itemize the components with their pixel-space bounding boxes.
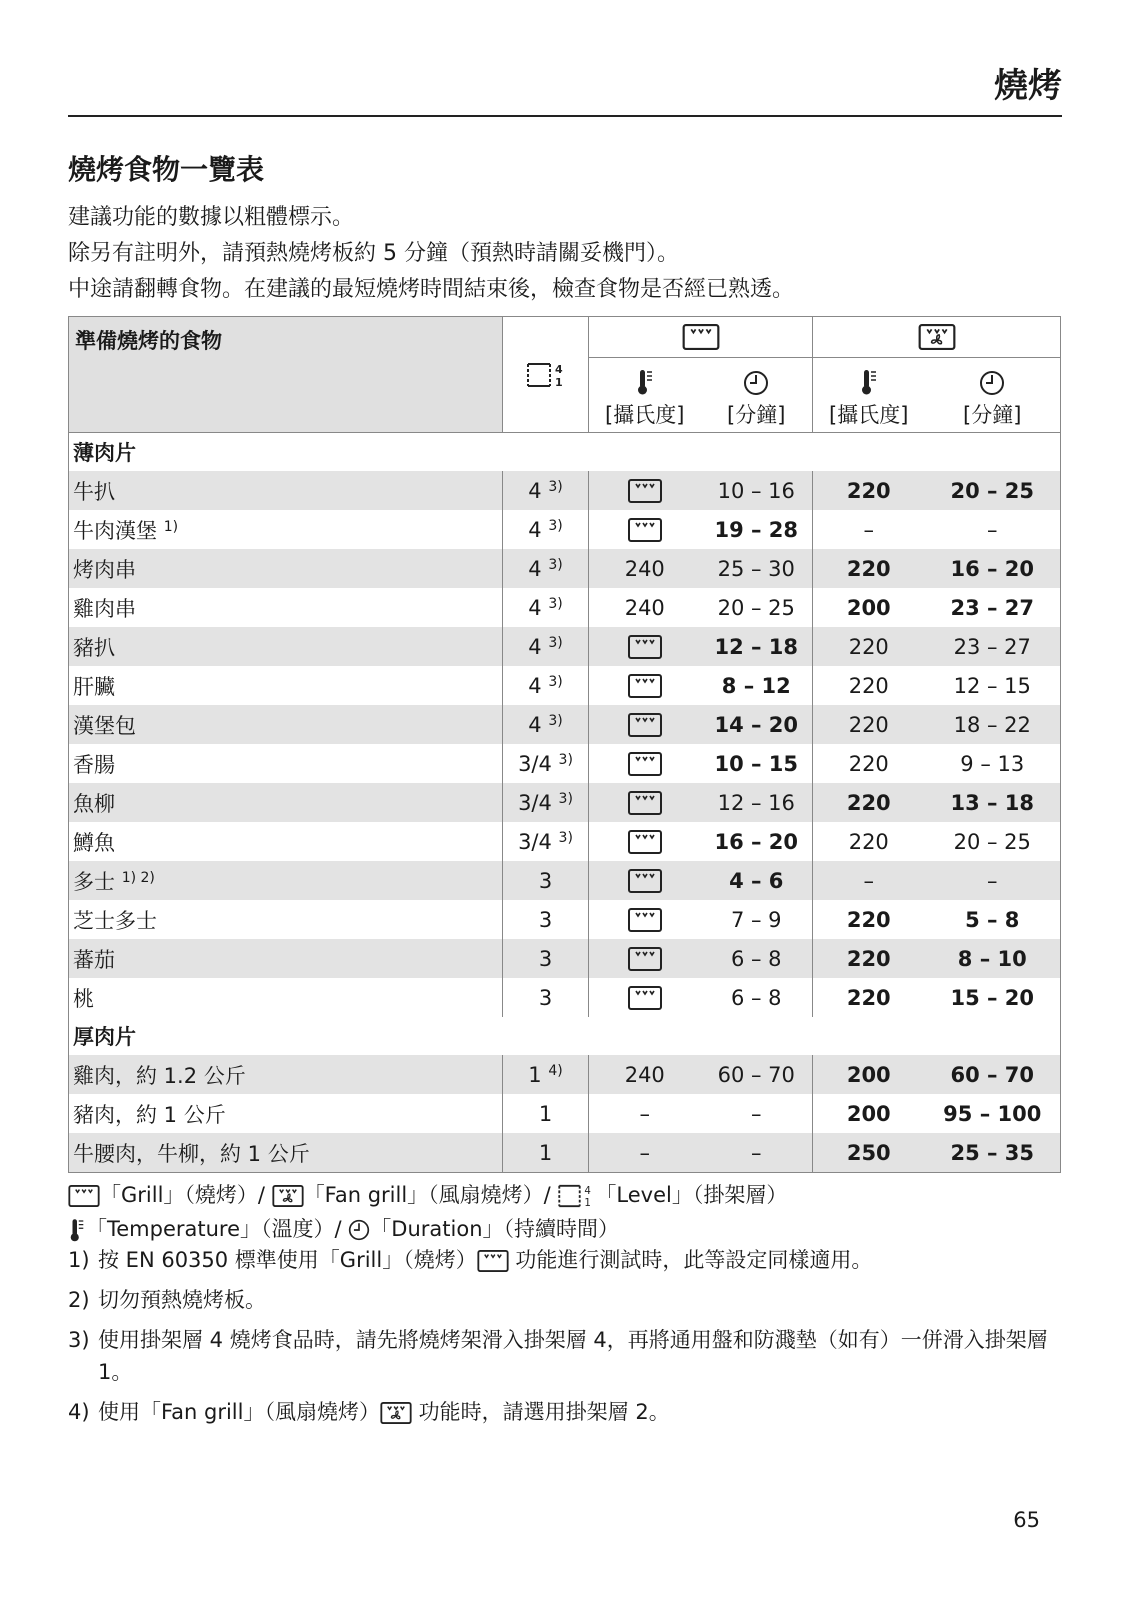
food-cell xyxy=(69,939,503,978)
table-row xyxy=(69,783,1061,822)
food-cell xyxy=(69,627,503,666)
food-cell xyxy=(69,1094,503,1133)
fan-duration-cell: 60 – 70 xyxy=(925,1055,1061,1094)
grill-temp-cell xyxy=(589,666,701,705)
fan-temp-cell: 220 xyxy=(813,471,925,510)
fan-grill-group-header xyxy=(813,317,1061,358)
grill-temp-cell xyxy=(589,861,701,900)
grill-duration-cell: – xyxy=(701,1133,813,1173)
shelf-level-icon xyxy=(557,1183,595,1209)
grill-temp-unit: [攝氏度] xyxy=(589,396,701,433)
level-cell xyxy=(503,861,589,900)
intro-line: 除另有註明外，請預熱燒烤板約 5 分鐘（預熱時請關妥機門）。 xyxy=(68,241,679,266)
grill-icon xyxy=(628,986,662,1010)
fan-temp-cell: 220 xyxy=(848,829,889,854)
grill-temp-cell: 240 xyxy=(589,1055,701,1094)
table-row xyxy=(69,978,1061,1017)
cell-text: 多士 xyxy=(73,869,115,894)
page-header-title: 燒烤 xyxy=(994,66,1062,106)
intro-line: 建議功能的數據以粗體標示。 xyxy=(68,205,355,230)
fan-duration-cell: 23 – 27 xyxy=(925,627,1061,666)
cell-text: 4 xyxy=(528,556,542,581)
cell-text: 鱒魚 xyxy=(73,830,115,855)
cell-text: 3 xyxy=(538,868,553,893)
fan-grill-icon xyxy=(272,1185,304,1207)
intro-text xyxy=(68,200,794,308)
clock-icon xyxy=(743,370,769,396)
grill-duration-cell: – xyxy=(701,1094,813,1133)
food-column-header: 準備燒烤的食物 xyxy=(69,317,503,433)
fan-duration-cell: 95 – 100 xyxy=(925,1094,1061,1133)
grill-icon xyxy=(628,635,662,659)
cell-text: 魚柳 xyxy=(73,791,115,816)
thermometer-icon xyxy=(68,1217,86,1243)
table-row xyxy=(69,588,1061,627)
table-body xyxy=(69,433,1061,1173)
fan-duration-cell: 15 – 20 xyxy=(925,978,1061,1017)
footnote-ref: 1) 2) xyxy=(121,869,155,886)
intro-line: 中途請翻轉食物。在建議的最短燒烤時間結束後，檢查食物是否經已熟透。 xyxy=(68,277,795,302)
fan-temp-cell: 220 xyxy=(848,673,889,698)
grill-icon xyxy=(628,752,662,776)
grilling-chart-table xyxy=(68,316,1061,1173)
fan-temp-cell: 220 xyxy=(813,549,925,588)
footnote-ref: 3) xyxy=(548,595,563,612)
grill-duration-cell: 12 – 16 xyxy=(701,783,813,822)
level-cell xyxy=(503,471,589,510)
grill-temp-cell xyxy=(589,744,701,783)
grill-icon xyxy=(628,518,662,542)
footnote xyxy=(68,1396,1058,1428)
fan-duration-cell: 20 – 25 xyxy=(925,822,1061,861)
cell-text: 3 xyxy=(538,946,553,971)
grill-duration-cell: 20 – 25 xyxy=(701,588,813,627)
level-cell xyxy=(503,705,589,744)
grill-temp-cell xyxy=(589,783,701,822)
grill-duration-cell: 14 – 20 xyxy=(701,705,813,744)
footnote-ref: 3) xyxy=(548,712,563,729)
legend-grill-text: 「Grill」（燒烤）/ xyxy=(100,1183,265,1207)
grill-duration-cell: 4 – 6 xyxy=(701,861,813,900)
cell-text: 4 xyxy=(528,595,542,620)
table-row xyxy=(69,1055,1061,1094)
grill-temp-cell xyxy=(589,627,701,666)
grill-duration-cell: 10 – 16 xyxy=(701,471,813,510)
section-title: 燒烤食物一覽表 xyxy=(68,153,265,186)
grill-icon xyxy=(628,674,662,698)
fan-duration-cell: 5 – 8 xyxy=(925,900,1061,939)
cell-text: 牛肉漢堡 xyxy=(73,518,157,543)
fan-duration-cell: 25 – 35 xyxy=(925,1133,1061,1173)
cell-text: 4 xyxy=(528,673,542,698)
grill-duration-cell: 7 – 9 xyxy=(701,900,813,939)
fan-temp-header xyxy=(813,358,925,397)
level-cell xyxy=(503,1055,589,1094)
fan-duration-cell: 23 – 27 xyxy=(925,588,1061,627)
cell-text: 1 xyxy=(528,1062,542,1087)
cell-text: 3/4 xyxy=(518,829,552,854)
grill-group-header xyxy=(589,317,813,358)
food-cell xyxy=(69,471,503,510)
fan-duration-cell: 16 – 20 xyxy=(925,549,1061,588)
clock-icon xyxy=(979,370,1005,396)
food-cell xyxy=(69,900,503,939)
level-cell xyxy=(503,939,589,978)
cell-text: 桃 xyxy=(73,986,94,1011)
fan-duration-cell: 18 – 22 xyxy=(925,705,1061,744)
cell-text: 1 xyxy=(538,1140,553,1165)
grill-duration-header xyxy=(701,358,813,397)
footnote-number: 4) xyxy=(68,1400,90,1424)
footnote-text-part: 功能時，請選用掛架層 2。 xyxy=(411,1400,670,1424)
grill-icon xyxy=(682,324,720,350)
fan-temp-cell: 200 xyxy=(846,595,891,620)
table-row xyxy=(69,705,1061,744)
grill-icon xyxy=(628,947,662,971)
fan-temp-cell: – xyxy=(863,517,874,542)
footnote-text xyxy=(98,1244,1058,1276)
footnote-text-part: 使用「Fan grill」（風扇燒烤） xyxy=(98,1400,380,1424)
footnote xyxy=(68,1324,1058,1388)
food-cell xyxy=(69,822,503,861)
table-row xyxy=(69,1094,1061,1133)
food-cell xyxy=(69,744,503,783)
cell-text: 4 xyxy=(528,478,542,503)
cell-text: 牛扒 xyxy=(73,479,115,504)
fan-temp-cell: 250 xyxy=(813,1133,925,1173)
table-row xyxy=(69,666,1061,705)
grill-icon xyxy=(628,908,662,932)
cell-text: 漢堡包 xyxy=(73,713,136,738)
table-row xyxy=(69,744,1061,783)
food-cell xyxy=(69,666,503,705)
level-cell xyxy=(503,549,589,588)
footnote-ref: 3) xyxy=(548,517,563,534)
legend-line-1 xyxy=(68,1178,787,1212)
grill-duration-cell: 6 – 8 xyxy=(701,939,813,978)
cell-text: 豬肉，約 1 公斤 xyxy=(73,1102,226,1127)
grill-temp-cell xyxy=(589,705,701,744)
fan-temp-cell: 220 xyxy=(813,939,925,978)
table-row xyxy=(69,900,1061,939)
cell-text: 4 xyxy=(528,517,542,542)
clock-icon xyxy=(348,1219,370,1241)
fan-duration-cell: 8 – 10 xyxy=(925,939,1061,978)
page-number: 65 xyxy=(1013,1508,1040,1532)
grill-temp-cell xyxy=(589,900,701,939)
section-heading: 薄肉片 xyxy=(69,433,1061,472)
footnote-ref: 3) xyxy=(558,790,573,807)
cell-text: 4 xyxy=(528,634,542,659)
footnote-text-part: 切勿預熱燒烤板。 xyxy=(98,1288,266,1312)
fan-temp-cell: 220 xyxy=(846,985,891,1010)
table-row xyxy=(69,1133,1061,1173)
food-cell xyxy=(69,1055,503,1094)
header-divider xyxy=(68,115,1062,117)
grill-icon xyxy=(628,869,662,893)
grill-temp-cell: 240 xyxy=(624,595,665,620)
legend-level-text: 「Level」（掛架層） xyxy=(595,1183,788,1207)
fan-duration-cell: 9 – 13 xyxy=(925,744,1061,783)
food-cell xyxy=(69,861,503,900)
thermometer-icon xyxy=(635,368,655,396)
food-cell xyxy=(69,978,503,1017)
grill-icon xyxy=(628,479,662,503)
fan-duration-cell: – xyxy=(925,510,1061,549)
grill-temp-cell xyxy=(589,510,701,549)
icon-legend xyxy=(68,1178,787,1246)
footnote-text-part: 功能進行測試時，此等設定同樣適用。 xyxy=(508,1248,873,1272)
legend-temperature-text: 「Temperature」（溫度）/ xyxy=(86,1217,342,1241)
grill-icon xyxy=(628,791,662,815)
cell-text: 3 xyxy=(538,985,553,1010)
grill-duration-cell: 16 – 20 xyxy=(701,822,813,861)
fan-temp-cell: 220 xyxy=(813,783,925,822)
legend-fan-grill-text: 「Fan grill」（風扇燒烤）/ xyxy=(303,1183,551,1207)
shelf-level-icon xyxy=(526,361,566,389)
footnote xyxy=(68,1284,1058,1316)
cell-text: 肝臟 xyxy=(73,674,115,699)
cell-text: 雞肉，約 1.2 公斤 xyxy=(73,1063,246,1088)
grill-icon xyxy=(628,830,662,854)
grill-duration-unit: [分鐘] xyxy=(701,396,813,433)
level-cell xyxy=(503,510,589,549)
fan-temp-cell: 200 xyxy=(813,1055,925,1094)
cell-text: 烤肉串 xyxy=(73,557,136,582)
legend-line-2 xyxy=(68,1212,787,1246)
footnotes xyxy=(68,1244,1058,1436)
level-cell xyxy=(503,744,589,783)
footnote-text xyxy=(98,1284,1058,1316)
grill-temp-header xyxy=(589,358,701,397)
cell-text: 芝士多士 xyxy=(73,908,157,933)
footnote-text-part: 按 EN 60350 標準使用「Grill」（燒烤） xyxy=(98,1248,477,1272)
fan-duration-cell: 20 – 25 xyxy=(925,471,1061,510)
thermometer-icon xyxy=(859,368,879,396)
level-cell xyxy=(503,1133,589,1173)
footnote-number: 1) xyxy=(68,1248,90,1272)
footnote-ref: 4) xyxy=(548,1062,563,1079)
fan-temp-cell: 220 xyxy=(846,907,891,932)
grill-duration-cell: 8 – 12 xyxy=(701,666,813,705)
table-row xyxy=(69,861,1061,900)
table-row xyxy=(69,471,1061,510)
level-cell xyxy=(503,822,589,861)
level-cell xyxy=(503,588,589,627)
level-cell xyxy=(503,627,589,666)
fan-duration-cell: 12 – 15 xyxy=(925,666,1061,705)
grill-duration-cell: 6 – 8 xyxy=(701,978,813,1017)
level-cell xyxy=(503,900,589,939)
fan-temp-unit: [攝氏度] xyxy=(813,396,925,433)
footnote-ref: 3) xyxy=(548,673,563,690)
food-cell xyxy=(69,549,503,588)
table-row xyxy=(69,822,1061,861)
food-cell xyxy=(69,783,503,822)
fan-temp-cell: 220 xyxy=(848,751,889,776)
fan-temp-cell: 220 xyxy=(813,627,925,666)
level-cell xyxy=(503,783,589,822)
footnote-ref: 3) xyxy=(558,751,573,768)
grill-duration-cell: 12 – 18 xyxy=(701,627,813,666)
section-row xyxy=(69,1017,1061,1055)
food-cell xyxy=(69,510,503,549)
section-heading: 厚肉片 xyxy=(69,1017,1061,1055)
fan-temp-cell: 200 xyxy=(846,1101,891,1126)
level-cell xyxy=(503,978,589,1017)
grill-temp-cell xyxy=(589,978,701,1017)
grill-duration-cell: 25 – 30 xyxy=(701,549,813,588)
cell-text: 牛腰肉，牛柳，約 1 公斤 xyxy=(73,1141,310,1166)
footnote-ref: 3) xyxy=(548,634,563,651)
footnote-ref: 1) xyxy=(163,518,179,535)
legend-duration-text: 「Duration」（持續時間） xyxy=(370,1217,620,1241)
cell-text: 3/4 xyxy=(518,790,552,815)
level-cell xyxy=(503,1094,589,1133)
footnote-text xyxy=(98,1396,1058,1428)
footnote xyxy=(68,1244,1058,1276)
footnote-number: 3) xyxy=(68,1328,90,1352)
table-row xyxy=(69,627,1061,666)
fan-duration-header xyxy=(925,358,1061,397)
cell-text: 香腸 xyxy=(73,752,115,777)
grill-duration-cell: 19 – 28 xyxy=(701,510,813,549)
cell-text: 3 xyxy=(538,907,553,932)
grill-icon xyxy=(477,1250,509,1272)
footnote-ref: 3) xyxy=(548,478,563,495)
cell-text: 1 xyxy=(538,1101,553,1126)
grill-temp-cell xyxy=(589,471,701,510)
food-cell xyxy=(69,1133,503,1173)
fan-temp-cell: – xyxy=(813,861,925,900)
fan-duration-cell: – xyxy=(925,861,1061,900)
grill-icon xyxy=(68,1185,100,1207)
food-cell xyxy=(69,705,503,744)
level-cell xyxy=(503,666,589,705)
cell-text: 4 xyxy=(528,712,542,737)
fan-duration-unit: [分鐘] xyxy=(925,396,1061,433)
grill-temp-cell: – xyxy=(639,1101,650,1126)
level-column-header xyxy=(503,317,589,433)
table-row xyxy=(69,549,1061,588)
fan-duration-cell: 13 – 18 xyxy=(925,783,1061,822)
grill-temp-cell xyxy=(589,939,701,978)
section-row xyxy=(69,433,1061,472)
grill-temp-cell: – xyxy=(589,1133,701,1173)
footnote-number: 2) xyxy=(68,1288,90,1312)
cell-text: 豬扒 xyxy=(73,635,115,660)
cell-text: 蕃茄 xyxy=(73,947,115,972)
grill-duration-cell: 60 – 70 xyxy=(701,1055,813,1094)
grill-icon xyxy=(628,713,662,737)
footnote-ref: 3) xyxy=(548,556,563,573)
table-row xyxy=(69,939,1061,978)
grill-temp-cell xyxy=(589,822,701,861)
grill-duration-cell: 10 – 15 xyxy=(701,744,813,783)
food-cell xyxy=(69,588,503,627)
grill-temp-cell: 240 xyxy=(589,549,701,588)
table-row xyxy=(69,510,1061,549)
footnote-ref: 3) xyxy=(558,829,573,846)
cell-text: 3/4 xyxy=(518,751,552,776)
cell-text: 雞肉串 xyxy=(73,596,136,621)
footnote-text xyxy=(98,1324,1058,1388)
fan-temp-cell: 220 xyxy=(813,705,925,744)
fan-grill-icon xyxy=(918,324,956,350)
fan-grill-icon xyxy=(380,1402,412,1424)
footnote-text-part: 使用掛架層 4 燒烤食品時，請先將燒烤架滑入掛架層 4，再將通用盤和防濺墊（如有）一併滑入掛架層 1。 xyxy=(98,1328,1048,1384)
